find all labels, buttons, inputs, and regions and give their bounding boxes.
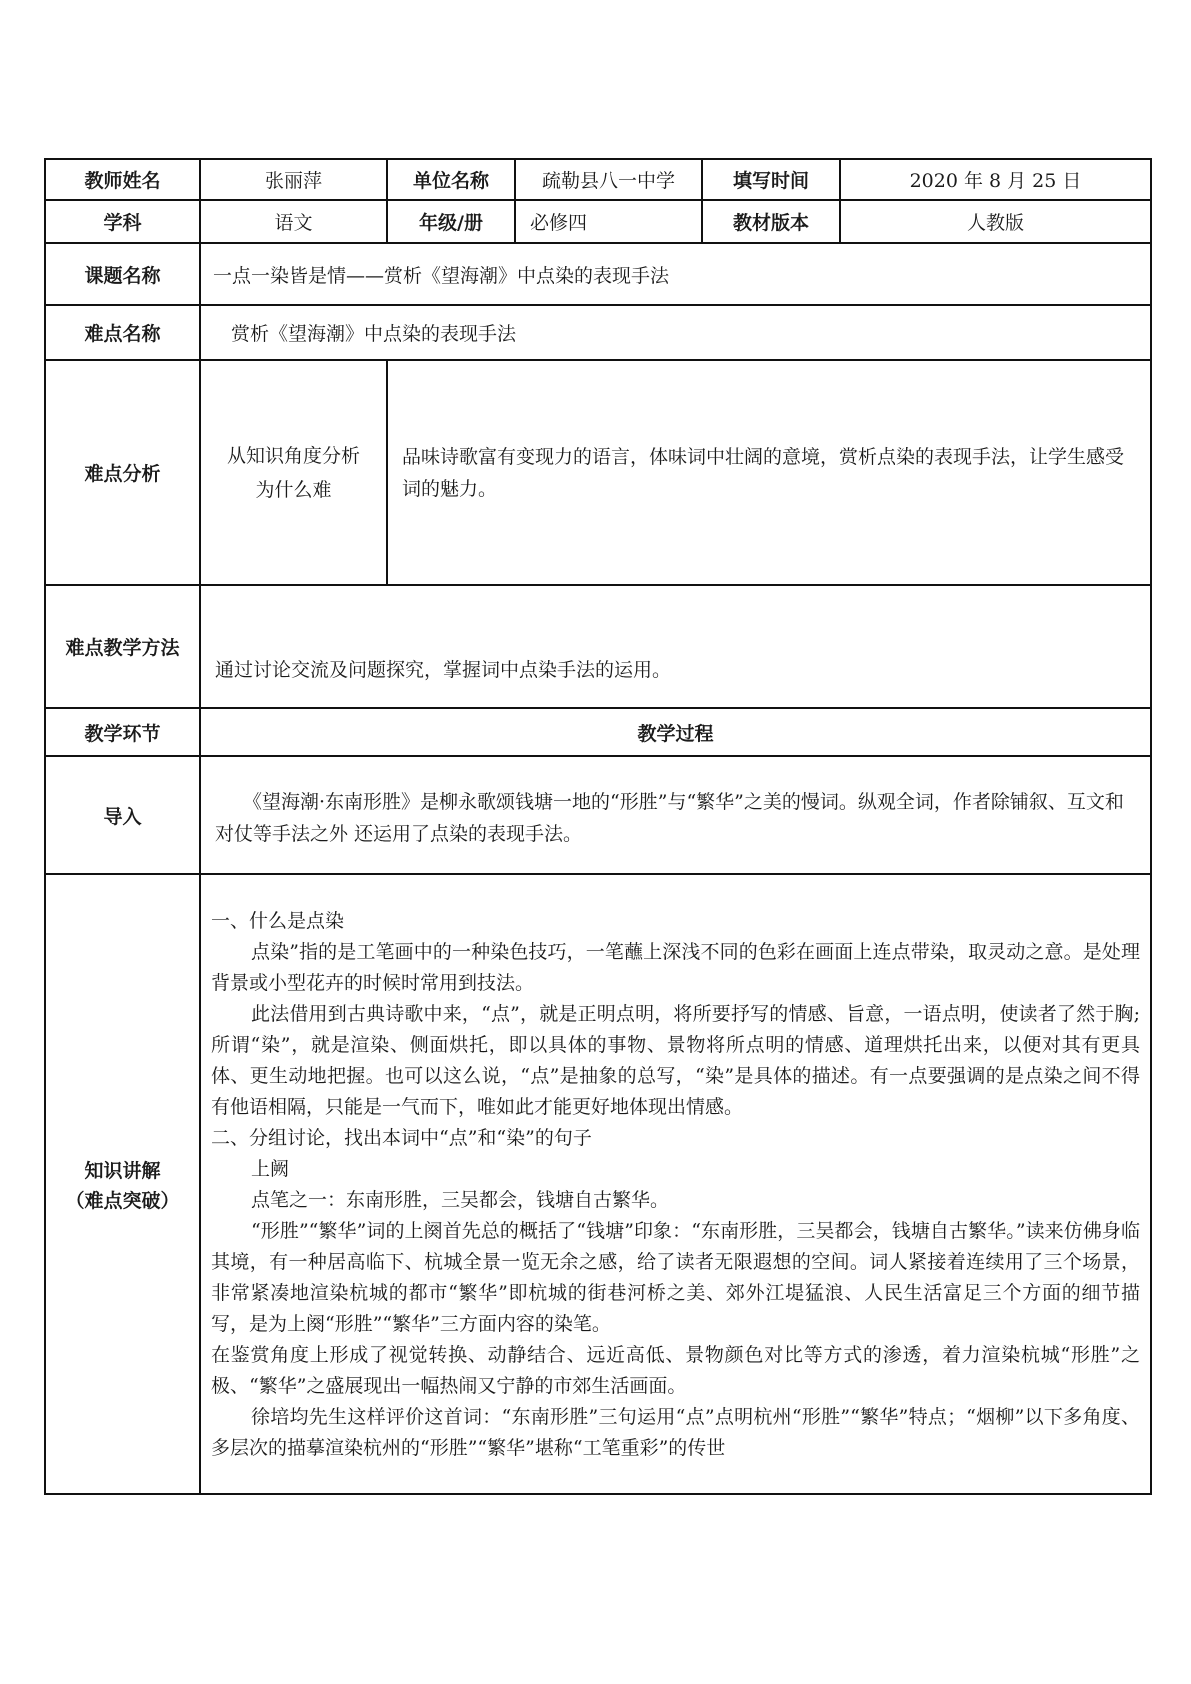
knowledge-row (45, 874, 1151, 1494)
lesson-plan-table (44, 158, 1152, 1495)
grade-label: 年级/册 (387, 200, 515, 243)
intro-row (45, 756, 1151, 874)
info-row-2 (45, 200, 1151, 243)
difficulty-name-value: 赏析《望海潮》中点染的表现手法 (200, 305, 1151, 360)
grade-value: 必修四 (515, 200, 702, 243)
stage-header: 教学环节 (45, 708, 200, 756)
knowledge-paragraph: 点染”指的是工笔画中的一种染色技巧，一笔蘸上深浅不同的色彩在画面上连点带染，取灵动之意。是处理背景或小型花卉的时候时常用到技法。 (211, 941, 1140, 994)
knowledge-paragraph: 点笔之一：东南形胜，三吴都会，钱塘自古繁华。 (251, 1189, 670, 1211)
analysis-question (200, 360, 387, 585)
edition-value: 人教版 (840, 200, 1151, 243)
teaching-method-row (45, 585, 1151, 708)
teaching-method-label: 难点教学方法 (45, 585, 200, 708)
knowledge-label (45, 874, 200, 1494)
analysis-answer: 品味诗歌富有变现力的语言，体味词中壮阔的意境，赏析点染的表现手法，让学生感受词的魅力。 (387, 360, 1151, 585)
subject-value: 语文 (200, 200, 387, 243)
analysis-question-line-2: 为什么难 (255, 478, 332, 501)
analysis-question-line-1: 从知识角度分析 (226, 444, 360, 467)
knowledge-subheading: 上阙 (251, 1158, 290, 1180)
process-header: 教学过程 (200, 708, 1151, 756)
unit-label: 单位名称 (387, 159, 515, 200)
difficulty-name-row (45, 305, 1151, 360)
date-value: 2020 年 8 月 25 日 (840, 159, 1151, 200)
unit-value: 疏勒县八一中学 (515, 159, 702, 200)
knowledge-paragraph: 在鉴赏角度上形成了视觉转换、动静结合、远近高低、景物颜色对比等方式的渗透，着力渲染杭城“形胜”之极、“繁华”之盛展现出一幅热闹又宁静的市郊生活画面。 (211, 1344, 1140, 1397)
topic-value (200, 243, 1151, 305)
teaching-method-value: 通过讨论交流及问题探究，掌握词中点染手法的运用。 (200, 585, 1151, 708)
edition-label: 教材版本 (702, 200, 840, 243)
knowledge-label-line-1: 知识讲解 (84, 1160, 161, 1182)
info-row-1 (45, 159, 1151, 200)
teacher-label: 教师姓名 (45, 159, 200, 200)
knowledge-label-line-2: （难点突破） (65, 1190, 180, 1212)
difficulty-analysis-label: 难点分析 (45, 360, 200, 585)
teacher-value: 张丽萍 (200, 159, 387, 200)
difficulty-name-label: 难点名称 (45, 305, 200, 360)
knowledge-heading-1: 一、什么是点染 (211, 910, 345, 932)
knowledge-paragraph: 此法借用到古典诗歌中来，“点”，就是正明点明，将所要抒写的情感、旨意，一语点明，使读者了然于胸;所谓“染”，就是渲染、侧面烘托，即以具体的事物、景物将所点明的情感、道理烘托出来，以便对其有更具体、更生动地把握。也可以这么说，“点”是抽象的总写，“染”是具体的描述。有一点要强调的是点染之间不得有他语相隔，只能是一气而下，唯如此才能更好地体现出情感。 (211, 1003, 1140, 1118)
knowledge-heading-2: 二、分组讨论，找出本词中“点”和“染”的句子 (211, 1127, 592, 1149)
knowledge-paragraph: “形胜”“繁华”词的上阕首先总的概括了“钱塘”印象：“东南形胜，三吴都会，钱塘自古繁华。”读来仿佛身临其境，有一种居高临下、杭城全景一览无余之感，给了读者无限遐想的空间。词人紧接着连续用了三个场景，非常紧凑地渲染杭城的都市“繁华”即杭城的街巷河桥之美、郊外江堤猛浪、人民生活富足三个方面的细节描写，是为上阕“形胜”“繁华”三方面内容的染笔。 (211, 1220, 1140, 1335)
knowledge-paragraph: 徐培均先生这样评价这首词：“东南形胜”三句运用“点”点明杭州“形胜”“繁华”特点；“烟柳”以下多角度、多层次的描摹渲染杭州的“形胜”“繁华”堪称“工笔重彩”的传世 (211, 1406, 1140, 1459)
topic-sub: 赏析《望海潮》中点染的表现手法 (384, 264, 670, 287)
difficulty-analysis-row (45, 360, 1151, 585)
topic-row (45, 243, 1151, 305)
subject-label: 学科 (45, 200, 200, 243)
topic-main: 一点一染皆是情—— (213, 264, 385, 287)
intro-text: 《望海潮·东南形胜》是柳永歌颂钱塘一地的“形胜”与“繁华”之美的慢词。纵观全词，作者除铺叙、互文和对仗等手法之外 还运用了点染的表现手法。 (200, 756, 1151, 874)
process-header-row (45, 708, 1151, 756)
intro-label: 导入 (45, 756, 200, 874)
knowledge-content (200, 874, 1151, 1494)
topic-label: 课题名称 (45, 243, 200, 305)
lesson-plan-page (44, 158, 1150, 1495)
date-label: 填写时间 (702, 159, 840, 200)
